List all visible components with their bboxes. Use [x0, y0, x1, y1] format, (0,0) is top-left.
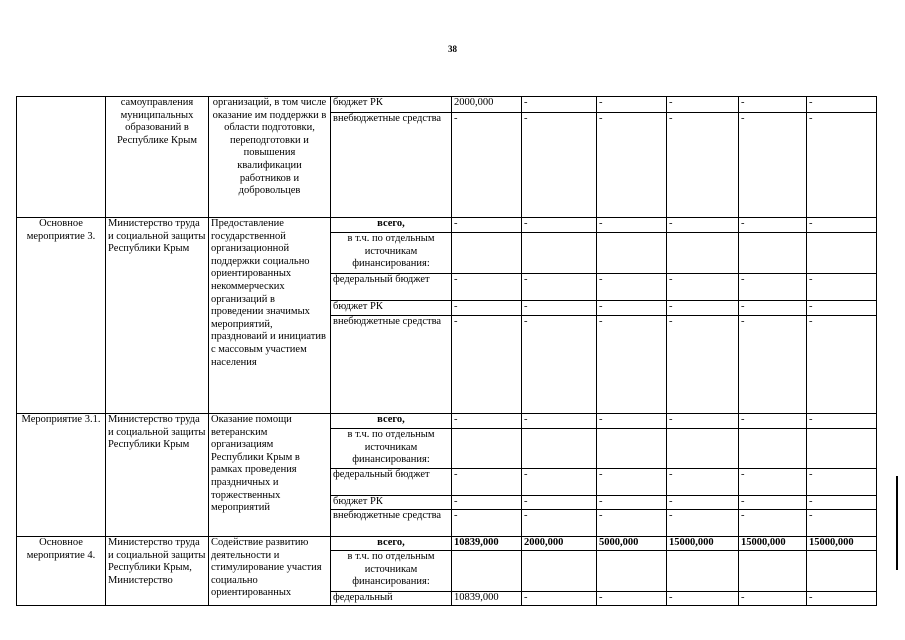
table-cell: [522, 233, 597, 274]
table-row: [17, 218, 877, 233]
budget-table: [16, 96, 877, 606]
table-cell: Содействие развитию деятельности и стимулирование участия социально ориентированных: [209, 537, 331, 606]
table-cell: [452, 233, 522, 274]
table-row: [17, 537, 877, 551]
table-cell: -: [667, 496, 739, 510]
table-cell: -: [667, 113, 739, 218]
table-cell: -: [597, 274, 667, 301]
table-cell: внебюджетные средства: [331, 510, 452, 537]
table-row: [17, 414, 877, 429]
table-cell: самоуправления муниципальных образований в Республике Крым: [106, 97, 209, 218]
table-cell: -: [597, 592, 667, 606]
table-cell: -: [452, 274, 522, 301]
table-cell: [452, 551, 522, 592]
table-cell: -: [739, 218, 807, 233]
table-cell: -: [807, 218, 877, 233]
table-cell: [522, 551, 597, 592]
scan-edge-mark: [896, 476, 898, 570]
table-cell: [807, 429, 877, 469]
table-cell: -: [452, 469, 522, 496]
table-cell: -: [522, 510, 597, 537]
table-cell: -: [739, 301, 807, 316]
table-cell: -: [452, 301, 522, 316]
table-cell: -: [667, 274, 739, 301]
table-cell: внебюджетные средства: [331, 113, 452, 218]
table-cell: -: [522, 301, 597, 316]
table-cell: -: [597, 414, 667, 429]
table-cell: федеральный бюджет: [331, 274, 452, 301]
table-cell: внебюджетные средства: [331, 316, 452, 414]
table-cell: [597, 429, 667, 469]
table-cell: -: [807, 496, 877, 510]
table-cell: [667, 233, 739, 274]
table-cell: -: [807, 414, 877, 429]
table-cell: [522, 429, 597, 469]
table-cell: -: [739, 469, 807, 496]
table-cell: федеральный: [331, 592, 452, 606]
table-cell: Мероприятие 3.1.: [17, 414, 106, 537]
table-cell: 5000,000: [597, 537, 667, 551]
table-cell: 10839,000: [452, 537, 522, 551]
table-cell: -: [739, 414, 807, 429]
table-cell: -: [597, 316, 667, 414]
table-cell: [807, 551, 877, 592]
table-cell: -: [597, 496, 667, 510]
table-cell: -: [597, 97, 667, 113]
table-cell: -: [667, 592, 739, 606]
table-cell: Министерство труда и социальной защиты Республики Крым: [106, 218, 209, 414]
table-cell: -: [807, 469, 877, 496]
table-cell: всего,: [331, 537, 452, 551]
table-cell: 15000,000: [807, 537, 877, 551]
table-cell: -: [667, 510, 739, 537]
table-cell: [597, 551, 667, 592]
table-cell: 15000,000: [667, 537, 739, 551]
table-cell: -: [739, 97, 807, 113]
table-cell: -: [667, 218, 739, 233]
table-cell: -: [739, 113, 807, 218]
table-cell: -: [522, 414, 597, 429]
table-cell: [739, 429, 807, 469]
table-cell: -: [739, 496, 807, 510]
table-cell: всего,: [331, 414, 452, 429]
table-cell: -: [452, 510, 522, 537]
table-cell: -: [807, 274, 877, 301]
table-cell: Основное мероприятие 3.: [17, 218, 106, 414]
table-cell: бюджет РК: [331, 301, 452, 316]
table-cell: -: [597, 113, 667, 218]
table-cell: Министерство труда и социальной защиты Республики Крым: [106, 414, 209, 537]
table-cell: -: [739, 592, 807, 606]
table-cell: -: [522, 469, 597, 496]
table-cell: -: [522, 218, 597, 233]
table-cell: -: [522, 97, 597, 113]
table-cell: -: [522, 316, 597, 414]
table-row: [17, 97, 877, 113]
table-cell: -: [522, 113, 597, 218]
table-cell: -: [452, 113, 522, 218]
table-cell: [739, 233, 807, 274]
table-cell: [17, 97, 106, 218]
table-cell: -: [807, 113, 877, 218]
table-cell: -: [452, 496, 522, 510]
table-cell: -: [807, 97, 877, 113]
table-cell: 10839,000: [452, 592, 522, 606]
table-cell: -: [597, 218, 667, 233]
table-cell: в т.ч. по отдельным источникам финансирования:: [331, 233, 452, 274]
table-cell: -: [739, 274, 807, 301]
table-cell: -: [452, 218, 522, 233]
table-cell: -: [807, 592, 877, 606]
table-cell: -: [667, 301, 739, 316]
table-cell: -: [522, 496, 597, 510]
table-cell: бюджет РК: [331, 97, 452, 113]
table-cell: 2000,000: [452, 97, 522, 113]
table-cell: -: [522, 274, 597, 301]
table-cell: -: [597, 469, 667, 496]
table-cell: -: [597, 510, 667, 537]
table-cell: организаций, в том числе оказание им поддержки в области подготовки, переподготовки и повышения квалификации работников и добровольцев: [209, 97, 331, 218]
table-cell: Оказание помощи ветеранским организациям Республики Крым в рамках проведения праздничных и торжественных мероприятий: [209, 414, 331, 537]
table-cell: -: [667, 97, 739, 113]
table-cell: [807, 233, 877, 274]
table-cell: -: [452, 316, 522, 414]
table-cell: бюджет РК: [331, 496, 452, 510]
table-cell: в т.ч. по отдельным источникам финансирования:: [331, 429, 452, 469]
table-cell: -: [667, 316, 739, 414]
table-cell: [597, 233, 667, 274]
table-cell: -: [452, 414, 522, 429]
table-cell: -: [522, 592, 597, 606]
table-cell: -: [807, 301, 877, 316]
table-cell: федеральный бюджет: [331, 469, 452, 496]
table-cell: Основное мероприятие 4.: [17, 537, 106, 606]
table-cell: Министерство труда и социальной защиты Республики Крым, Министерство: [106, 537, 209, 606]
table-cell: -: [667, 414, 739, 429]
table-cell: -: [807, 316, 877, 414]
table-cell: -: [739, 510, 807, 537]
table-cell: -: [807, 510, 877, 537]
table-cell: в т.ч. по отдельным источникам финансирования:: [331, 551, 452, 592]
table-cell: всего,: [331, 218, 452, 233]
table-cell: -: [739, 316, 807, 414]
table-cell: 15000,000: [739, 537, 807, 551]
page-number: 38: [448, 44, 457, 54]
table-cell: [452, 429, 522, 469]
table-cell: [667, 429, 739, 469]
table-cell: [667, 551, 739, 592]
table-cell: 2000,000: [522, 537, 597, 551]
table-cell: -: [597, 301, 667, 316]
table-cell: [739, 551, 807, 592]
table-cell: Предоставление государственной организационной поддержки социально ориентированных некоммерческих организаций в проведении значимых мероприятий, праздноваий и инициатив с массовым участием населения: [209, 218, 331, 414]
table-cell: -: [667, 469, 739, 496]
